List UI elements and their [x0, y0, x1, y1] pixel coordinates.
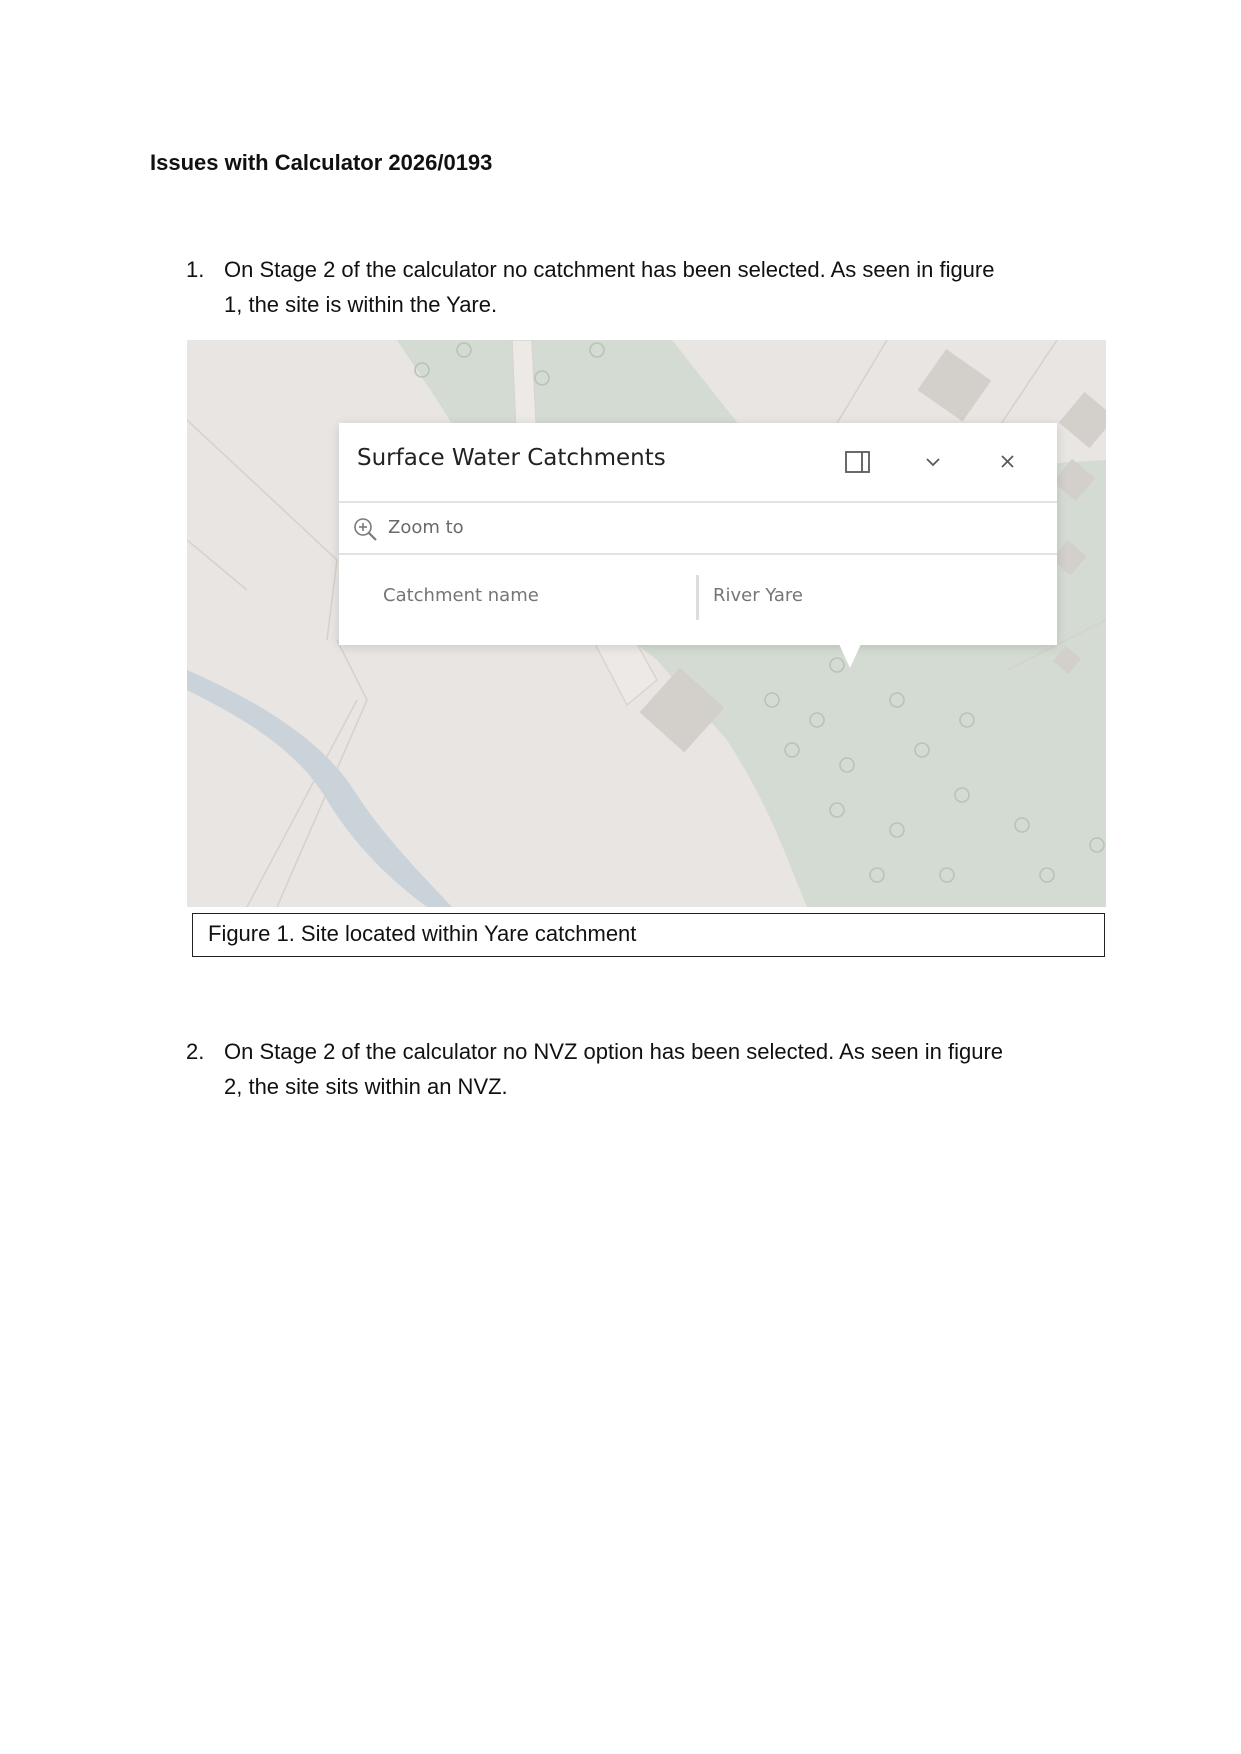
attribute-divider: [696, 575, 699, 620]
issue-number: 2.: [186, 1039, 205, 1064]
popup-header: [339, 423, 1057, 503]
issue-item-2: [186, 1034, 1086, 1104]
document-title: Issues with Calculator 2026/0193: [150, 150, 493, 175]
figure-caption: Figure 1. Site located within Yare catchment: [192, 913, 1105, 957]
issue-item-1: [186, 252, 1086, 322]
attribute-key: Catchment name: [383, 585, 539, 606]
attribute-row: [339, 555, 1057, 643]
issue-text-line2: 2, the site sits within an NVZ.: [224, 1074, 508, 1099]
zoom-in-icon: [353, 517, 379, 543]
map-screenshot: [187, 340, 1106, 907]
issue-number: 1.: [186, 257, 205, 282]
issue-text-line1: On Stage 2 of the calculator no catchment has been selected. As seen in figure: [224, 257, 995, 282]
chevron-down-icon[interactable]: [919, 449, 947, 475]
river: [187, 670, 452, 907]
popup-pointer: [839, 644, 861, 668]
building: [918, 349, 992, 422]
building: [1059, 392, 1106, 448]
popup-title: Surface Water Catchments: [357, 445, 666, 471]
parcel-line: [187, 540, 247, 590]
zoom-to-action[interactable]: [339, 503, 1057, 555]
feature-popup: [339, 423, 1057, 645]
attribute-value: River Yare: [713, 585, 803, 606]
zoom-to-label: Zoom to: [388, 517, 464, 538]
issue-text-line1: On Stage 2 of the calculator no NVZ option has been selected. As seen in figure: [224, 1039, 1004, 1064]
issue-text-line2: 1, the site is within the Yare.: [224, 292, 498, 317]
close-icon[interactable]: [994, 449, 1022, 475]
parcel-line: [187, 420, 337, 640]
dock-panel-icon[interactable]: [844, 449, 872, 475]
